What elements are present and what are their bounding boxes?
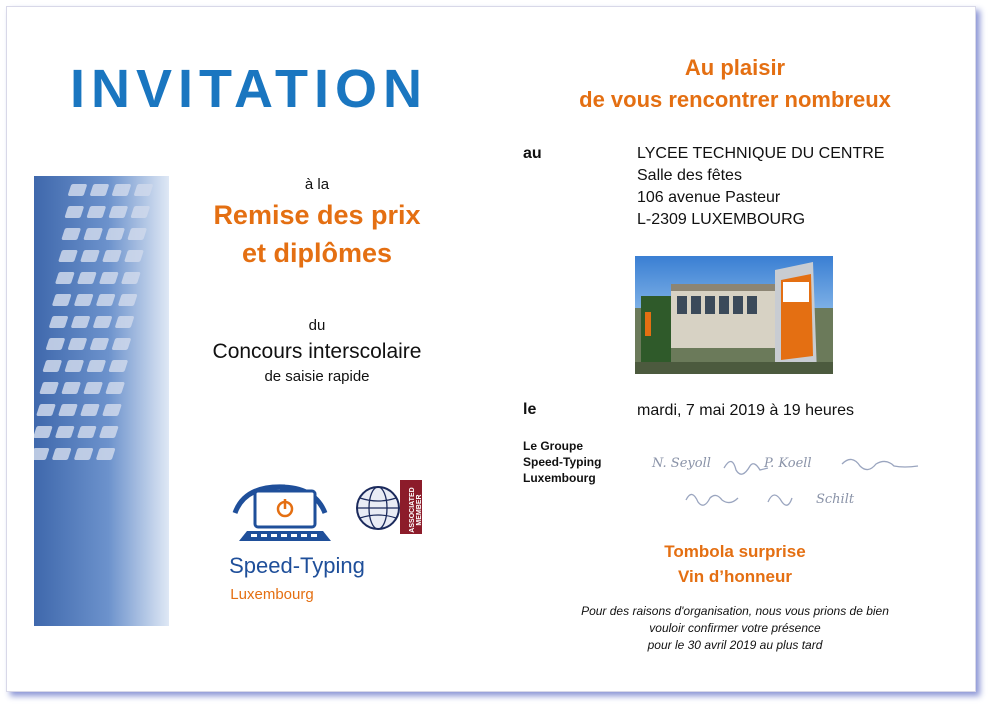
event-date: mardi, 7 mai 2019 à 19 heures: [637, 402, 855, 419]
le-label: le: [523, 401, 537, 418]
au-label: au: [523, 145, 542, 162]
address-line: LYCEE TECHNIQUE DU CENTRE: [637, 145, 885, 162]
concours-text: Concours interscolaire: [212, 340, 422, 363]
badge-text: ASSOCIATED MEMBER: [409, 487, 423, 533]
address-line: Salle des fêtes: [637, 167, 742, 184]
signature: P. Koell: [764, 456, 812, 471]
groupe-line: Luxembourg: [523, 471, 596, 485]
address-block: [637, 143, 884, 231]
note-line: pour le 30 avril 2019 au plus tard: [647, 638, 823, 652]
a-la-text: à la: [304, 176, 330, 193]
tombola-text: Tombola surprise: [664, 542, 806, 561]
keyboard-image: [34, 176, 169, 626]
groupe-block: [523, 438, 601, 486]
heading-line-2: de vous rencontrer nombreux: [579, 87, 891, 112]
signatures: [646, 448, 926, 518]
logo-name: Speed-Typing: [229, 553, 365, 578]
vin-text: Vin d’honneur: [678, 567, 792, 586]
confirmation-note: [530, 603, 940, 654]
du-text: du: [308, 317, 326, 334]
remise-line-2: et diplômes: [241, 238, 393, 268]
note-line: Pour des raisons d'organisation, nous vous prions de bien: [581, 604, 889, 618]
address-line: L-2309 LUXEMBOURG: [637, 211, 806, 228]
groupe-line: Speed-Typing: [523, 455, 602, 469]
groupe-line: Le Groupe: [523, 439, 584, 453]
school-photo: [635, 256, 833, 374]
invitation-title: INVITATION: [70, 59, 428, 119]
logo-country: Luxembourg: [230, 586, 314, 603]
heading-line-1: Au plaisir: [684, 55, 786, 80]
remise-line-1: Remise des prix: [213, 200, 421, 230]
saisie-text: de saisie rapide: [264, 368, 370, 385]
signature: N. Seyoll: [652, 456, 711, 471]
signature: Schilt: [816, 492, 855, 507]
note-line: vouloir confirmer votre présence: [649, 621, 821, 635]
address-line: 106 avenue Pasteur: [637, 189, 781, 206]
intersteno-badge: [352, 478, 424, 536]
